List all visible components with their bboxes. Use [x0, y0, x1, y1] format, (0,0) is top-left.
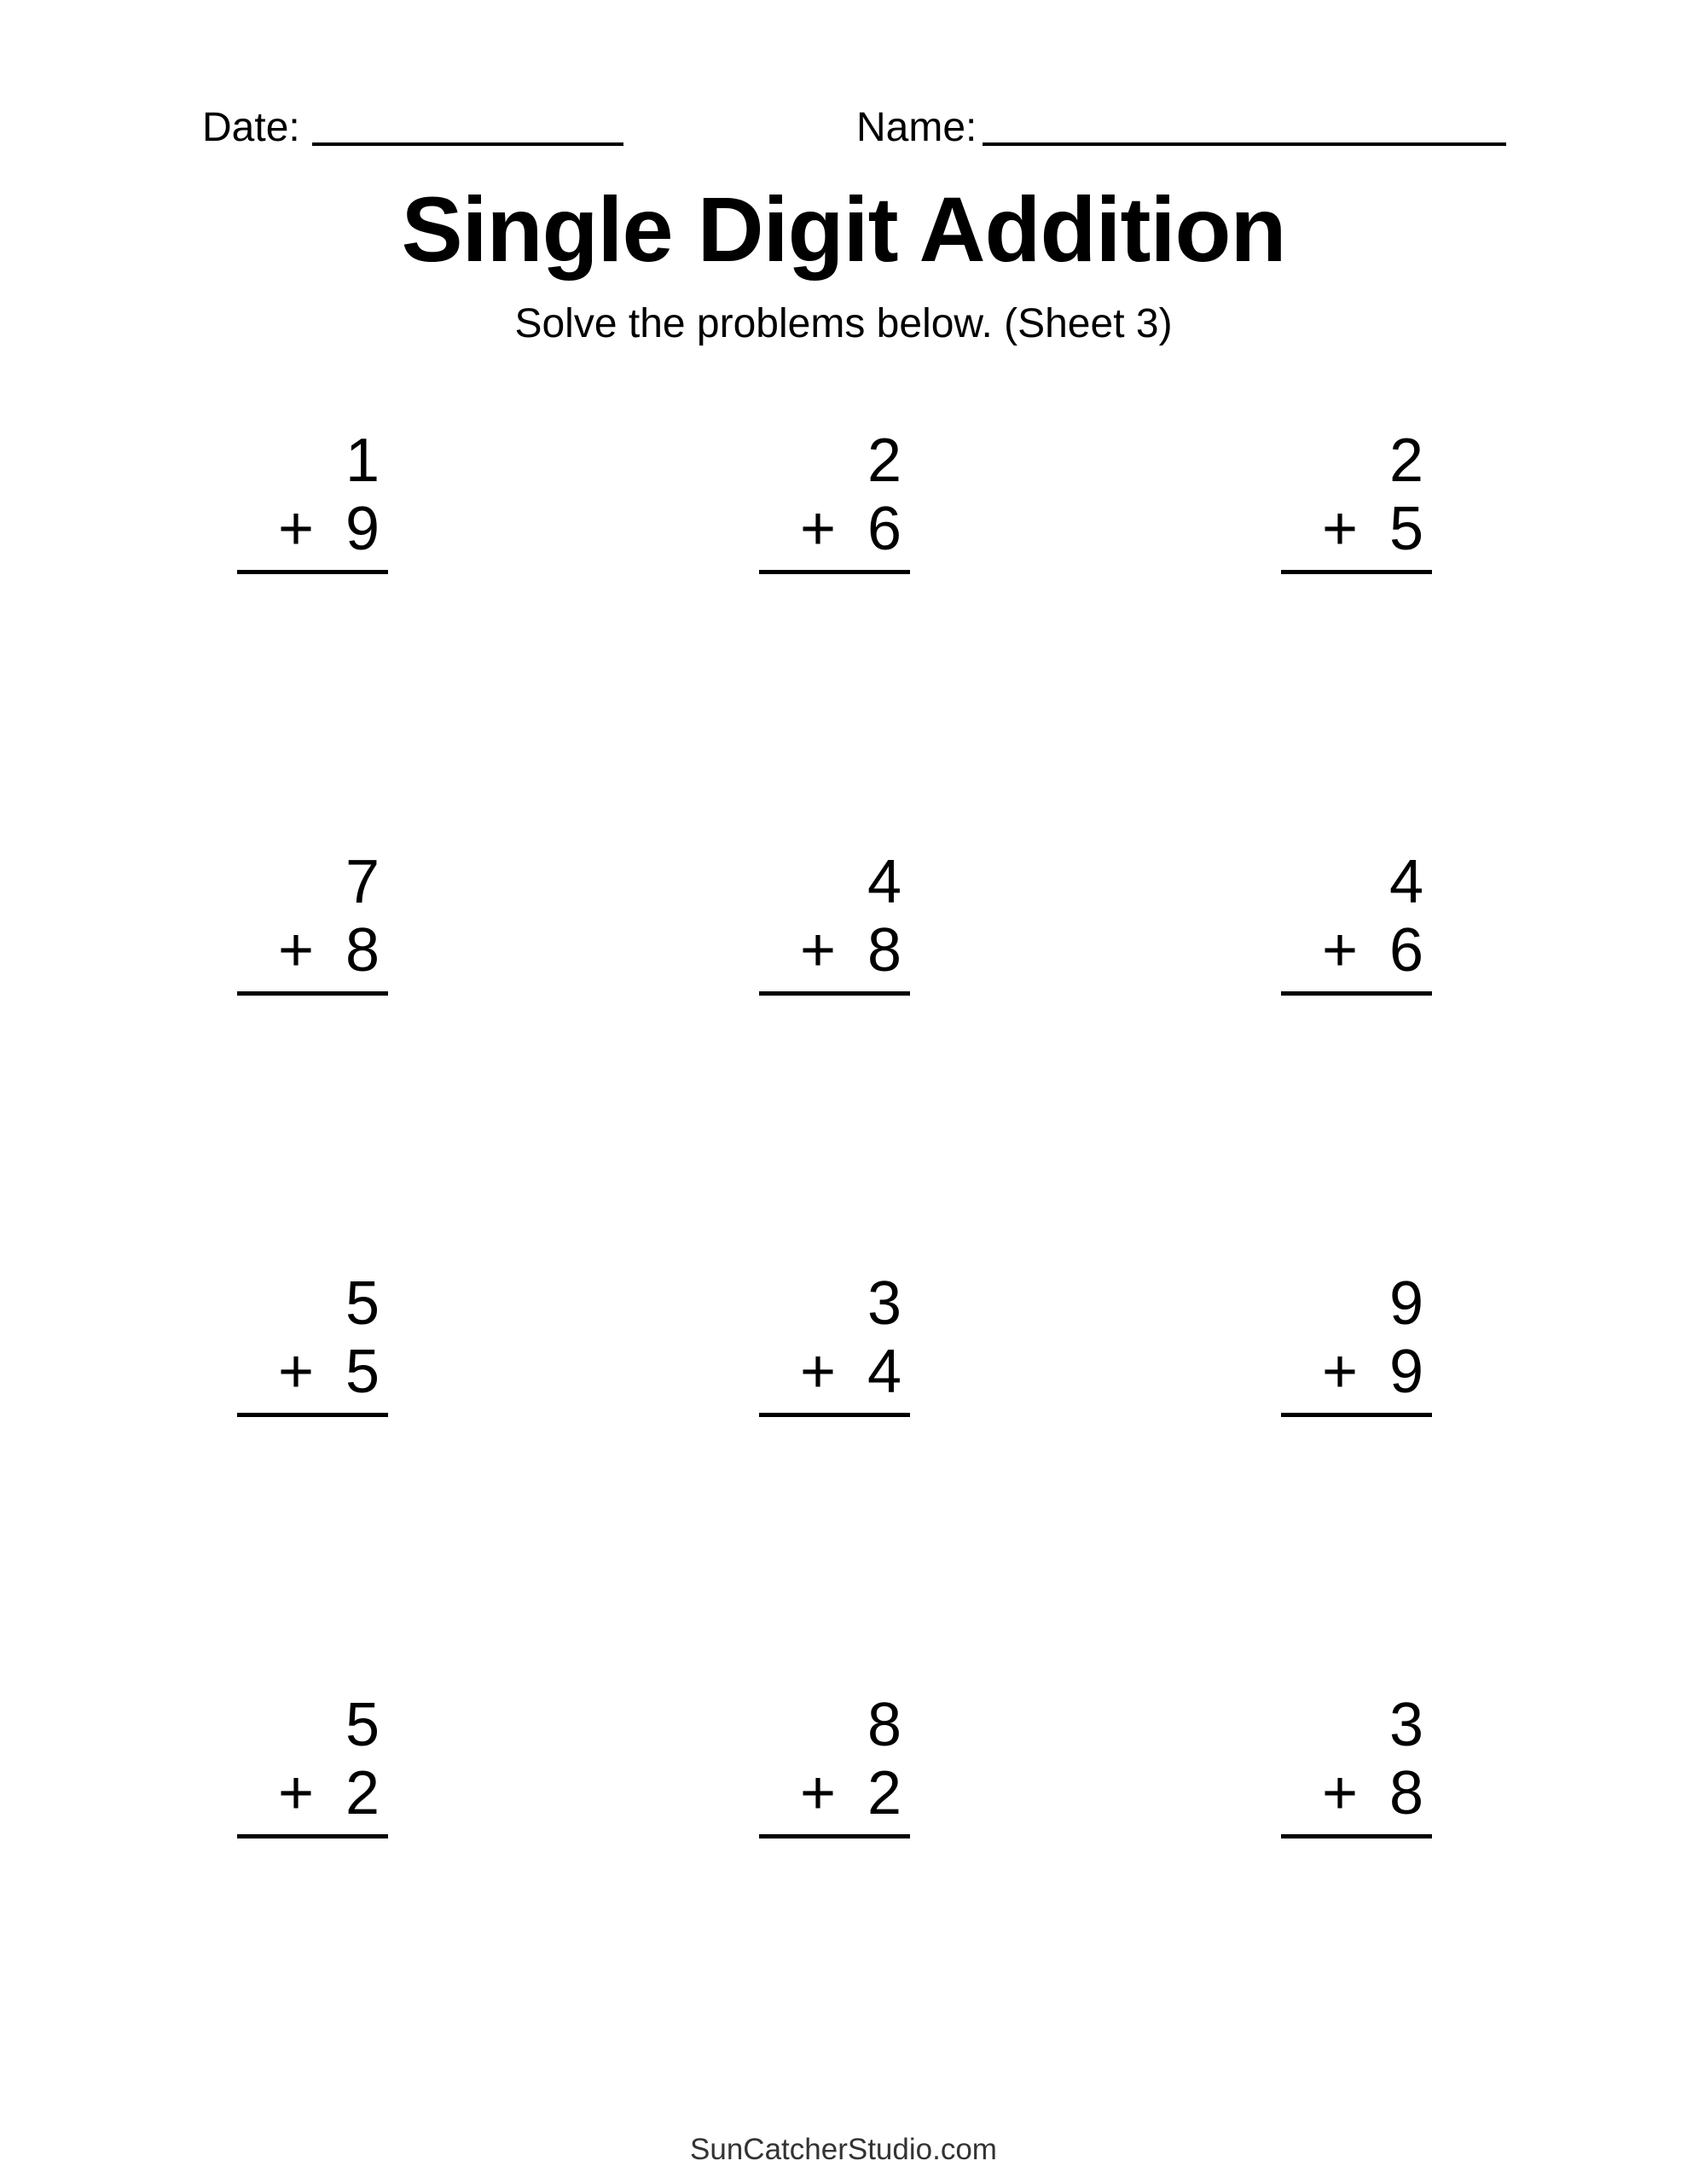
plus-operator: +: [1322, 495, 1359, 563]
top-operand: 9: [1388, 1269, 1423, 1338]
addition-problem: [1281, 427, 1432, 574]
date-input-line[interactable]: [312, 142, 623, 146]
top-operand: 5: [345, 1691, 380, 1759]
plus-operator: +: [278, 1759, 315, 1827]
answer-line[interactable]: [237, 991, 388, 996]
addition-problem: [1281, 848, 1432, 996]
addition-problem: [759, 848, 910, 996]
addition-problem: [1281, 1269, 1432, 1417]
answer-line[interactable]: [237, 1834, 388, 1838]
answer-line[interactable]: [1281, 1413, 1432, 1417]
plus-operator: +: [800, 1759, 837, 1827]
bottom-operand: 4: [867, 1338, 901, 1406]
bottom-operand: 6: [1388, 916, 1423, 985]
answer-line[interactable]: [1281, 570, 1432, 574]
bottom-operand: 8: [1388, 1759, 1423, 1827]
addition-problem: [1281, 1691, 1432, 1838]
top-operand: 7: [345, 848, 380, 916]
answer-line[interactable]: [1281, 991, 1432, 996]
date-field: [202, 107, 623, 148]
top-operand: 3: [867, 1269, 901, 1338]
name-input-line[interactable]: [983, 142, 1506, 146]
bottom-operand: 6: [867, 495, 901, 563]
top-operand: 2: [867, 427, 901, 495]
answer-line[interactable]: [237, 570, 388, 574]
top-operand: 3: [1388, 1691, 1423, 1759]
answer-line[interactable]: [759, 1834, 910, 1838]
addition-problem: [759, 1269, 910, 1417]
footer-site-name: SunCatcherStudio.com: [690, 2133, 997, 2166]
answer-line[interactable]: [237, 1413, 388, 1417]
bottom-operand: 2: [345, 1759, 380, 1827]
plus-operator: +: [278, 1338, 315, 1406]
plus-operator: +: [800, 495, 837, 563]
top-operand: 1: [345, 427, 380, 495]
addition-problem: [237, 848, 388, 996]
plus-operator: +: [1322, 1338, 1359, 1406]
bottom-operand: 8: [345, 916, 380, 985]
top-operand: 2: [1388, 427, 1423, 495]
name-label: Name:: [856, 105, 977, 150]
plus-operator: +: [278, 495, 315, 563]
answer-line[interactable]: [1281, 1834, 1432, 1838]
bottom-operand: 5: [1388, 495, 1423, 563]
problems-grid: [237, 427, 1432, 1838]
addition-problem: [759, 1691, 910, 1838]
answer-line[interactable]: [759, 991, 910, 996]
bottom-operand: 8: [867, 916, 901, 985]
answer-line[interactable]: [759, 570, 910, 574]
date-label: Date:: [202, 105, 300, 150]
plus-operator: +: [1322, 916, 1359, 985]
top-operand: 8: [867, 1691, 901, 1759]
plus-operator: +: [1322, 1759, 1359, 1827]
plus-operator: +: [800, 1338, 837, 1406]
answer-line[interactable]: [759, 1413, 910, 1417]
page-subtitle: Solve the problems below. (Sheet 3): [514, 301, 1173, 346]
addition-problem: [237, 427, 388, 574]
bottom-operand: 9: [1388, 1338, 1423, 1406]
top-operand: 4: [867, 848, 901, 916]
plus-operator: +: [800, 916, 837, 985]
bottom-operand: 2: [867, 1759, 901, 1827]
plus-operator: +: [278, 916, 315, 985]
bottom-operand: 5: [345, 1338, 380, 1406]
top-operand: 4: [1388, 848, 1423, 916]
addition-problem: [237, 1691, 388, 1838]
top-operand: 5: [345, 1269, 380, 1338]
name-field: [856, 107, 1506, 148]
bottom-operand: 9: [345, 495, 380, 563]
addition-problem: [759, 427, 910, 574]
page-title: Single Digit Addition: [401, 177, 1286, 281]
addition-problem: [237, 1269, 388, 1417]
